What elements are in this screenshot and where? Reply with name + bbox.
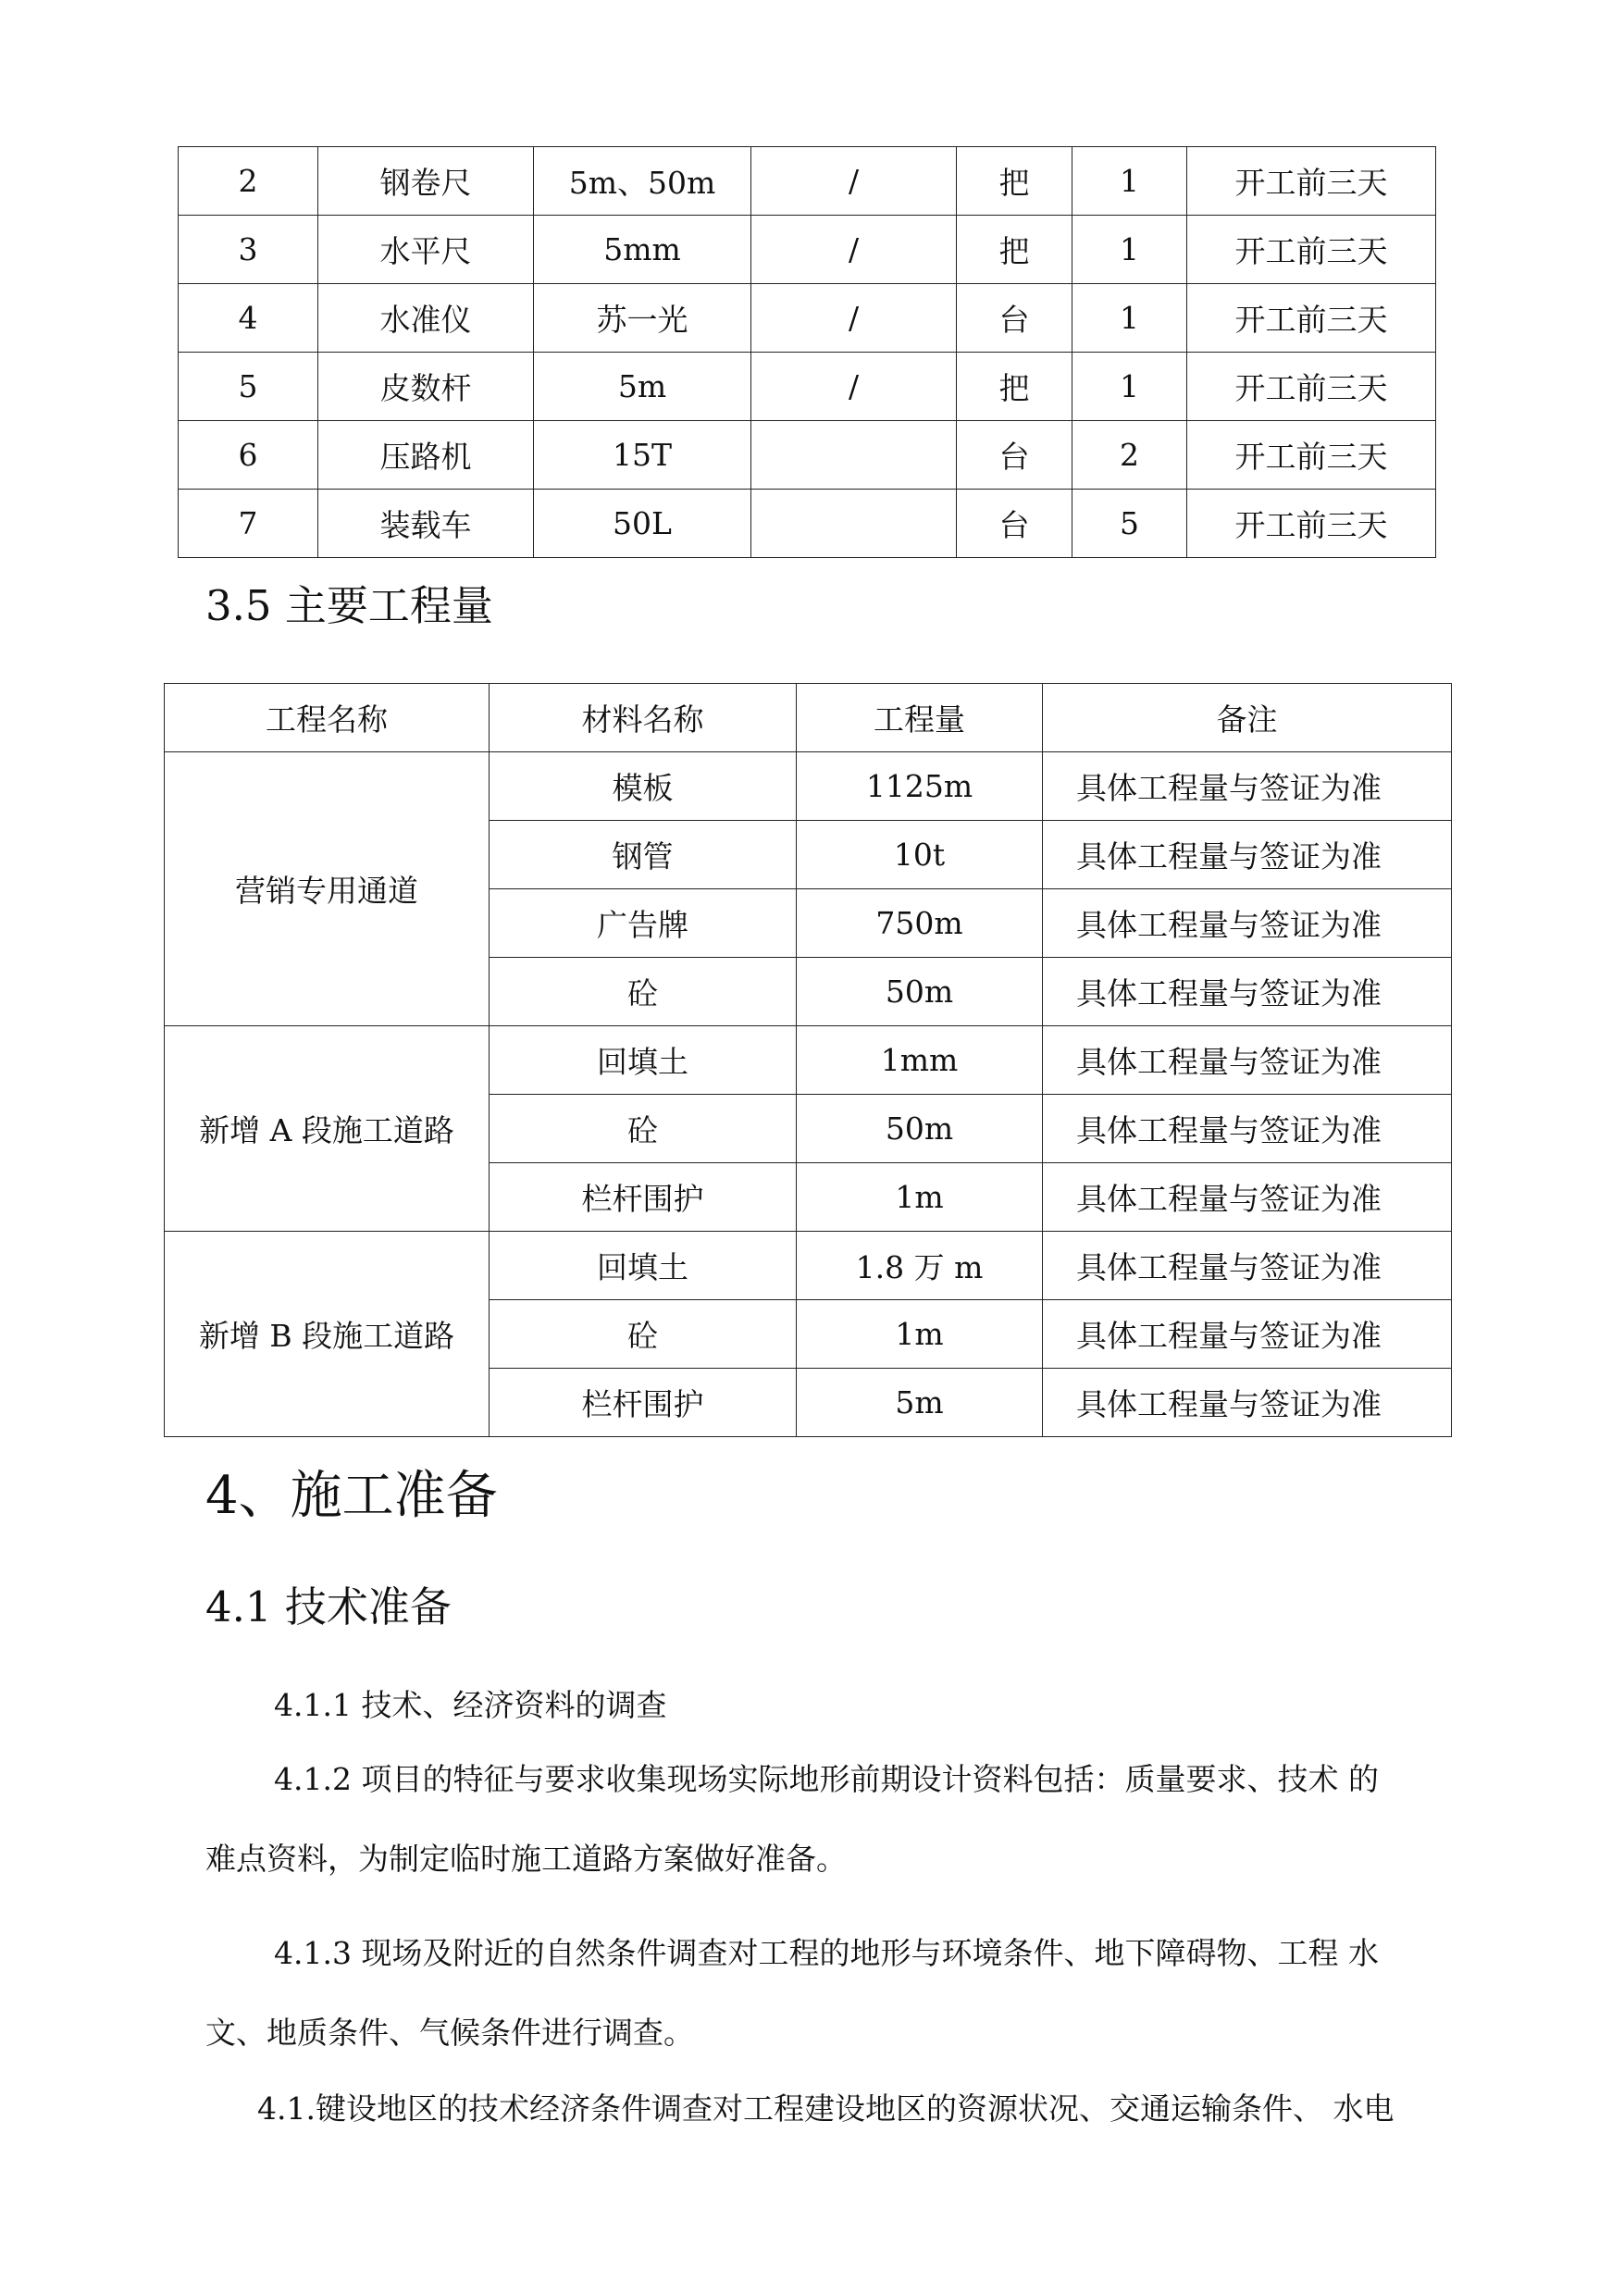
quantity-cell: 1.8 万 m [797, 1232, 1043, 1300]
paragraph-4-1-2 [205, 1740, 1501, 1899]
table-cell: 开工前三天 [1187, 147, 1436, 216]
paragraph-line: 4.1.2 项目的特征与要求收集现场实际地形前期设计资料包括：质量要求、技术 的 [274, 1761, 1379, 1797]
table-cell: 2 [1072, 421, 1187, 490]
material-cell: 栏杆围护 [490, 1163, 797, 1232]
table-cell: 5m、50m [534, 147, 751, 216]
quantity-table [164, 683, 1452, 1437]
remark-cell: 具体工程量与签证为准 [1043, 1026, 1452, 1095]
quantity-cell: 1125m [797, 752, 1043, 821]
quantity-row [165, 1232, 1452, 1300]
quantity-cell: 50m [797, 958, 1043, 1026]
material-cell: 回填土 [490, 1026, 797, 1095]
equipment-row [179, 147, 1436, 216]
project-name-cell: 营销专用通道 [165, 752, 490, 1026]
table-cell: 水准仪 [318, 284, 534, 353]
table-cell: 开工前三天 [1187, 421, 1436, 490]
material-cell: 砼 [490, 1300, 797, 1369]
quantity-cell: 750m [797, 889, 1043, 958]
table-cell [751, 421, 957, 490]
quantity-cell: 50m [797, 1095, 1043, 1163]
table-cell: 1 [1072, 147, 1187, 216]
paragraph-4-1-4: 4.1.键设地区的技术经济条件调查对工程建设地区的资源状况、交通运输条件、 水电 [257, 2090, 1395, 2127]
quantity-cell: 10t [797, 821, 1043, 889]
remark-cell: 具体工程量与签证为准 [1043, 821, 1452, 889]
table-cell [751, 490, 957, 558]
remark-cell: 具体工程量与签证为准 [1043, 1300, 1452, 1369]
equipment-row [179, 284, 1436, 353]
material-cell: 模板 [490, 752, 797, 821]
header-cell: 工程量 [797, 684, 1043, 752]
table-cell: 把 [957, 147, 1072, 216]
table-cell: 2 [179, 147, 318, 216]
table-cell: 开工前三天 [1187, 490, 1436, 558]
paragraph-line: 文、地质条件、气候条件进行调查。 [205, 2015, 694, 2051]
quantity-cell: 1m [797, 1300, 1043, 1369]
table-cell: 皮数杆 [318, 353, 534, 421]
remark-cell: 具体工程量与签证为准 [1043, 1095, 1452, 1163]
section-4-1-heading: 4.1 技术准备 [205, 1582, 452, 1631]
equipment-table [178, 146, 1436, 558]
header-cell: 材料名称 [490, 684, 797, 752]
paragraph-4-1-1: 4.1.1 技术、经济资料的调查 [274, 1687, 667, 1723]
table-cell: 6 [179, 421, 318, 490]
table-cell: 开工前三天 [1187, 284, 1436, 353]
table-cell: / [751, 216, 957, 284]
table-cell: 开工前三天 [1187, 353, 1436, 421]
section-4-heading: 4、施工准备 [205, 1466, 498, 1526]
material-cell: 砼 [490, 958, 797, 1026]
table-cell: 5 [179, 353, 318, 421]
table-cell: 把 [957, 216, 1072, 284]
remark-cell: 具体工程量与签证为准 [1043, 752, 1452, 821]
project-name-cell: 新增 B 段施工道路 [165, 1232, 490, 1437]
quantity-row [165, 752, 1452, 821]
table-cell: 5 [1072, 490, 1187, 558]
quantity-row [165, 1026, 1452, 1095]
table-cell: 把 [957, 353, 1072, 421]
remark-cell: 具体工程量与签证为准 [1043, 958, 1452, 1026]
material-cell: 回填土 [490, 1232, 797, 1300]
table-cell: / [751, 147, 957, 216]
table-cell: 5m [534, 353, 751, 421]
table-cell: 台 [957, 421, 1072, 490]
remark-cell: 具体工程量与签证为准 [1043, 1369, 1452, 1437]
table-cell: / [751, 284, 957, 353]
paragraph-line: 4.1.3 现场及附近的自然条件调查对工程的地形与环境条件、地下障碍物、工程 水 [274, 1935, 1379, 1971]
table-cell: 装载车 [318, 490, 534, 558]
material-cell: 栏杆围护 [490, 1369, 797, 1437]
table-cell: 水平尺 [318, 216, 534, 284]
table-cell: 15T [534, 421, 751, 490]
section-3-5-heading: 3.5 主要工程量 [205, 581, 493, 630]
quantity-table-header-row [165, 684, 1452, 752]
table-cell: 钢卷尺 [318, 147, 534, 216]
header-cell: 工程名称 [165, 684, 490, 752]
table-cell: 4 [179, 284, 318, 353]
table-cell: 1 [1072, 284, 1187, 353]
table-cell: 1 [1072, 353, 1187, 421]
header-cell: 备注 [1043, 684, 1452, 752]
table-cell: / [751, 353, 957, 421]
table-cell: 5mm [534, 216, 751, 284]
table-cell: 台 [957, 284, 1072, 353]
table-cell: 3 [179, 216, 318, 284]
table-cell: 开工前三天 [1187, 216, 1436, 284]
table-cell: 1 [1072, 216, 1187, 284]
table-cell: 50L [534, 490, 751, 558]
equipment-row [179, 421, 1436, 490]
remark-cell: 具体工程量与签证为准 [1043, 1163, 1452, 1232]
table-cell: 苏一光 [534, 284, 751, 353]
remark-cell: 具体工程量与签证为准 [1043, 1232, 1452, 1300]
material-cell: 广告牌 [490, 889, 797, 958]
paragraph-line: 难点资料，为制定临时施工道路方案做好准备。 [205, 1841, 847, 1877]
quantity-cell: 1m [797, 1163, 1043, 1232]
table-cell: 7 [179, 490, 318, 558]
project-name-cell: 新增 A 段施工道路 [165, 1026, 490, 1232]
material-cell: 钢管 [490, 821, 797, 889]
equipment-row [179, 353, 1436, 421]
material-cell: 砼 [490, 1095, 797, 1163]
remark-cell: 具体工程量与签证为准 [1043, 889, 1452, 958]
equipment-row [179, 216, 1436, 284]
table-cell: 台 [957, 490, 1072, 558]
quantity-cell: 5m [797, 1369, 1043, 1437]
quantity-cell: 1mm [797, 1026, 1043, 1095]
table-cell: 压路机 [318, 421, 534, 490]
equipment-row [179, 490, 1436, 558]
paragraph-4-1-3 [205, 1914, 1501, 2073]
